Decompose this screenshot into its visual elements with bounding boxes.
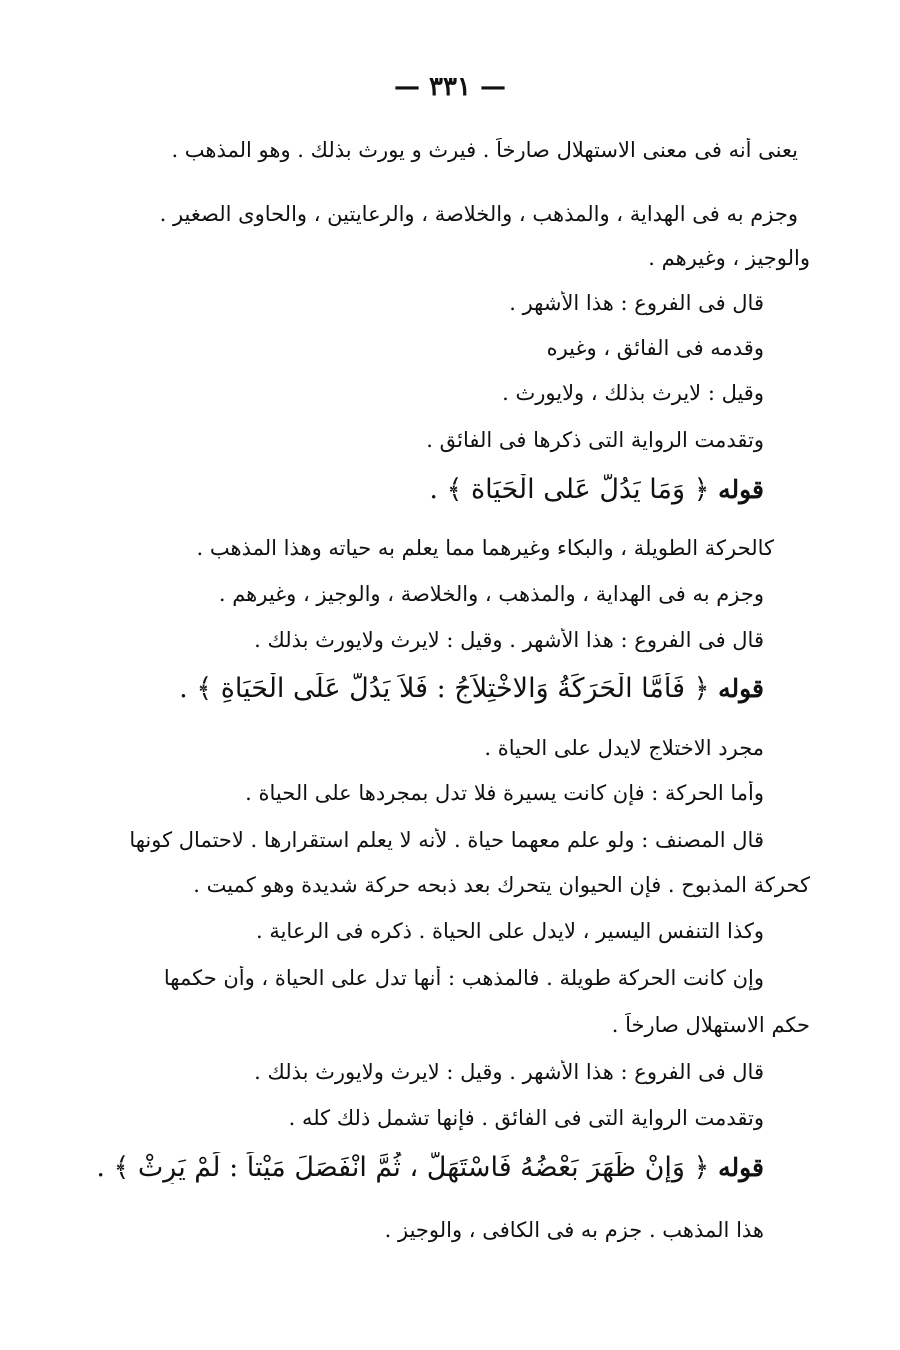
text-line: والوجيز ، وغيرهم . — [648, 246, 810, 270]
text-line: وأما الحركة : فإن كانت يسيرة فلا تدل بمجردها على الحياة . — [245, 781, 764, 805]
heading-lead: قوله — [718, 674, 764, 703]
heading-lead: قوله — [718, 475, 764, 504]
text-line: مجرد الاختلاج لايدل على الحياة . — [484, 736, 764, 760]
text-line: يعنى أنه فى معنى الاستهلال صارخاً . فيرث و يورث بذلك . وهو المذهب . — [171, 138, 798, 162]
text-line: وجزم به فى الهداية ، والمذهب ، والخلاصة ، والرعايتين ، والحاوى الصغير . — [159, 202, 798, 226]
text-line: وجزم به فى الهداية ، والمذهب ، والخلاصة ، والوجيز ، وغيرهم . — [218, 582, 764, 606]
text-line: وقيل : لايرث بذلك ، ولايورث . — [502, 381, 764, 405]
heading-lead: قوله — [718, 1153, 764, 1182]
text-line: وتقدمت الرواية التى ذكرها فى الفائق . — [426, 428, 764, 452]
text-line: وكذا التنفس اليسير ، لايدل على الحياة . ذكره فى الرعاية . — [255, 919, 764, 943]
text-line: قال فى الفروع : هذا الأشهر . وقيل : لايرث ولايورث بذلك . — [254, 1060, 764, 1084]
section-heading — [179, 673, 764, 705]
text-line: كحركة المذبوح . فإن الحيوان يتحرك بعد ذبحه حركة شديدة وهو كميت . — [193, 873, 810, 897]
text-line: حكم الاستهلال صارخاً . — [611, 1013, 810, 1037]
page-number: — ٣٣١ — — [393, 72, 507, 102]
text-line: وقدمه فى الفائق ، وغيره — [546, 336, 764, 360]
text-line: وتقدمت الرواية التى فى الفائق . فإنها تشمل ذلك كله . — [288, 1106, 764, 1130]
text-line: وإن كانت الحركة طويلة . فالمذهب : أنها تدل على الحياة ، وأن حكمها — [163, 966, 764, 990]
text-line: هذا المذهب . جزم به فى الكافى ، والوجيز . — [384, 1218, 764, 1242]
text-line: كالحركة الطويلة ، والبكاء وغيرهما مما يعلم به حياته وهذا المذهب . — [196, 536, 774, 560]
section-heading — [429, 474, 764, 506]
text-line: قال فى الفروع : هذا الأشهر . — [509, 291, 764, 315]
text-line: قال فى الفروع : هذا الأشهر . وقيل : لايرث ولايورث بذلك . — [254, 628, 764, 652]
section-heading — [96, 1152, 764, 1184]
heading-quote: ﴿ وَمَا يَدُلّ عَلى الْحَيَاة ﴾ . — [429, 474, 710, 505]
text-line: قال المصنف : ولو علم معهما حياة . لأنه لا يعلم استقرارها . لاحتمال كونها — [129, 828, 764, 852]
heading-quote: ﴿ فَأَمَّا الْحَرَكَةُ وَالاخْتِلاَجُ : فَلاَ يَدُلُّ عَلَى الْحَيَاةِ ﴾ . — [179, 673, 710, 704]
heading-quote: ﴿ وَإِنْ ظَهَرَ بَعْضُهُ فَاسْتَهَلَّ ، ثُمَّ انْفَصَلَ مَيْتاً : لَمْ يَرِثْ ﴾ . — [96, 1152, 710, 1183]
